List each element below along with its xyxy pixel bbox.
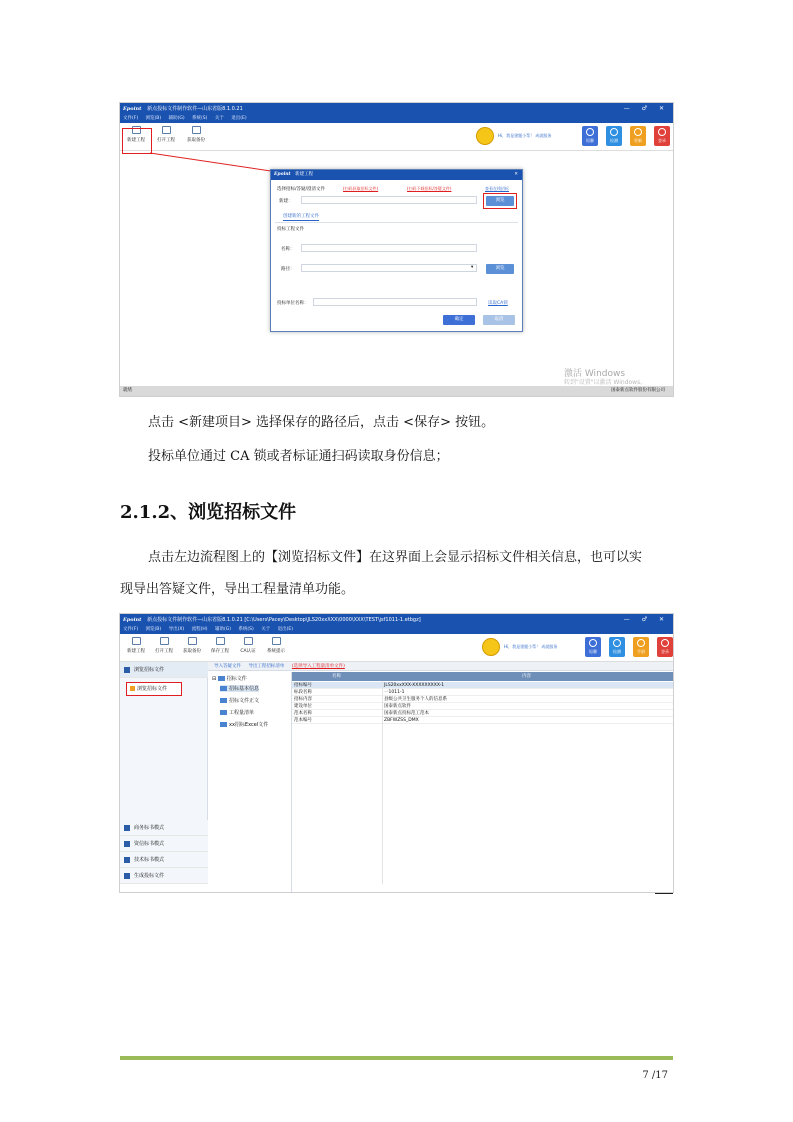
login-button[interactable]: 登录 <box>654 126 670 146</box>
chat-icon-2 <box>589 639 597 647</box>
check-button-2[interactable]: 检测 <box>609 637 625 657</box>
tree-item-excel[interactable]: xx招标Excel文件 <box>220 721 268 728</box>
menu-export-2[interactable]: 导出(X) <box>168 627 185 632</box>
manual-button[interactable]: 手册 <box>633 637 649 657</box>
chevron-down-icon[interactable]: ▾ <box>471 265 474 270</box>
folder-icon-2 <box>220 698 227 703</box>
menu-exit[interactable]: 退出(E) <box>231 116 247 121</box>
file-tree <box>208 672 292 893</box>
unit-name-field[interactable] <box>313 298 477 306</box>
table-row[interactable]: 招标内容 县级公共卫生服务个人的信息系 <box>292 696 673 703</box>
tree-root[interactable]: ⊟ 招标文件 <box>212 676 247 682</box>
project-name-field[interactable] <box>301 244 477 252</box>
dialog-divider <box>275 222 518 223</box>
toolbar-2 <box>120 634 673 662</box>
scan-download-link[interactable]: (扫码下载招标/答疑文件) <box>407 186 452 191</box>
menu-browse[interactable]: 浏览(B) <box>145 116 162 121</box>
unit-name-label: 投标单位名称： <box>277 301 309 306</box>
folder-icon-4 <box>220 722 227 727</box>
company-name: 国泰新点软件股份有限公司 <box>611 388 665 393</box>
table-row[interactable]: 范本编号 ZBFWZSS_DMX <box>292 717 673 724</box>
paragraph-browse-line2: 现导出答疑文件，导出工程量清单功能。 <box>120 582 355 597</box>
export-bill-button[interactable]: 导出工程招标清单 <box>248 664 285 669</box>
status-text: 就绪 <box>123 388 132 393</box>
open-project-button[interactable]: 打开工程 <box>153 126 179 143</box>
menu-about[interactable]: 关于 <box>214 116 224 121</box>
page-number: 7 /17 <box>642 1070 668 1081</box>
section-heading: 2.1.2、浏览招标文件 <box>120 502 297 523</box>
window-controls[interactable]: — ♂ ✕ <box>623 105 669 112</box>
menu-browse-2[interactable]: 浏览(B) <box>145 627 162 632</box>
get-backup-button-2[interactable]: 获取备份 <box>179 637 205 654</box>
read-ca-link[interactable]: 读取CA锁 <box>488 301 508 306</box>
paragraph-ca-lock: 投标单位通过 CA 锁或者标证通扫码读取身份信息； <box>148 449 449 464</box>
menu-about-2[interactable]: 关于 <box>261 627 271 632</box>
app-title: 新点投标文件制作软件—山东省版8.1.0.21 <box>147 106 243 112</box>
edit-icon-3 <box>124 857 130 863</box>
paragraph-save-path: 点击 <新建项目> 选择保存的路径后，点击 <保存> 按钮。 <box>148 415 495 430</box>
new-label: 新建： <box>279 199 293 204</box>
tree-item-basic-info[interactable]: 招标基本信息 <box>220 685 259 692</box>
view-online-tender-link[interactable]: 查看在线招标 <box>485 186 509 191</box>
shield-icon <box>244 637 253 645</box>
path-label: 路径： <box>281 267 295 272</box>
menu-flow-2[interactable]: 流程(H) <box>191 627 208 632</box>
flow-sidebar <box>120 662 208 884</box>
column-divider <box>382 681 383 884</box>
sidebar-item-credit[interactable]: 资信标书模式 <box>120 836 208 852</box>
import-bill-link[interactable]: (选择导入工程量清单文件) <box>291 664 345 669</box>
window-controls-2[interactable]: — ♂ ✕ <box>623 616 669 623</box>
new-project-button[interactable]: 新建工程 <box>123 126 149 143</box>
tree-item-bill[interactable]: 工程量清单 <box>220 709 254 716</box>
check-icon-2 <box>613 639 621 647</box>
activate-windows-watermark: 激活 Windows <box>564 369 626 379</box>
menu-help-2[interactable]: 辅助(G) <box>214 627 231 632</box>
ok-button[interactable]: 确定 <box>443 315 475 325</box>
check-button[interactable]: 检测 <box>606 126 622 146</box>
ca-auth-button[interactable]: CA认证 <box>235 637 261 654</box>
menu-system-2[interactable]: 系统(S) <box>238 627 254 632</box>
sidebar-header-browse[interactable]: 浏览招标文件 <box>120 662 208 678</box>
epoint-logo-2: Epoint <box>123 617 142 623</box>
table-row[interactable]: 建设单位 国泰新点软件 <box>292 703 673 710</box>
sidebar-item-generate[interactable]: 生成投标文件 <box>120 868 208 884</box>
dialog-title: 新建工程 <box>295 172 314 177</box>
epoint-logo: Epoint <box>123 106 142 112</box>
folder-icon-1 <box>220 686 227 691</box>
activate-windows-hint: 转到"设置"以激活 Windows。 <box>564 379 647 386</box>
name-label: 名称： <box>281 247 295 252</box>
action-bar <box>208 662 673 671</box>
footer-bar <box>120 1056 673 1060</box>
edit-icon <box>124 825 130 831</box>
end-rule <box>655 893 673 894</box>
screenshot-new-project <box>119 102 674 397</box>
chat-button-2[interactable]: 短聊 <box>585 637 601 657</box>
new-project-button-2[interactable]: 新建工程 <box>123 637 149 654</box>
save-icon <box>216 637 225 645</box>
section-title: 投标工程文件 <box>277 227 304 232</box>
document-icon <box>130 686 135 691</box>
backup-icon-2 <box>188 637 197 645</box>
menu-help[interactable]: 辅助(G) <box>168 116 185 121</box>
tender-file-field[interactable] <box>301 196 477 204</box>
sidebar-item-business[interactable]: 商务标书模式 <box>120 820 208 836</box>
menu-exit-2[interactable]: 退出(E) <box>277 627 294 632</box>
col-name: 名称 <box>332 674 341 679</box>
monitor-icon <box>272 637 281 645</box>
folder-icon <box>218 676 225 681</box>
paragraph-browse-line1: 点击左边流程图上的【浏览招标文件】在这界面上会显示招标文件相关信息，也可以实 <box>148 550 643 565</box>
dialog-close-icon[interactable]: ✕ <box>514 172 518 177</box>
status-bar <box>120 386 673 396</box>
folder-icon-3 <box>220 710 227 715</box>
tree-item-body[interactable]: 招标文件正文 <box>220 697 259 704</box>
mascot-text-2[interactable]: Hi，我是建题小帮！ 成就服务 <box>504 644 558 649</box>
scan-get-tender-link[interactable]: (扫码获取招标文件) <box>343 186 379 191</box>
app-title-2: 新点投标文件制作软件—山东省版8.1.0.21 [C:\Users\Pacey\Desktop\JLS20xxXXX\0000\XXX\TEST\jsf1011-1.etbgz] <box>147 617 421 623</box>
open-folder-icon-2 <box>160 637 169 645</box>
sidebar-item-technical[interactable]: 技术标书模式 <box>120 852 208 868</box>
mascot-text[interactable]: Hi，我是建题小帮！ 成就服务 <box>498 133 552 138</box>
choose-file-label: 选择招标/答疑/澄清文件 <box>277 187 326 192</box>
info-table <box>292 672 673 884</box>
import-qa-button[interactable]: 导入答疑文件 <box>214 664 241 669</box>
login-button-2[interactable]: 登录 <box>657 637 673 657</box>
manual-icon <box>637 639 645 647</box>
table-header <box>292 672 673 681</box>
menu-file[interactable]: 文件(F) <box>123 116 139 121</box>
menu-bar-2 <box>120 626 673 634</box>
system-tip-button[interactable]: 系统提示 <box>263 637 289 654</box>
app-title-bar-2 <box>120 614 673 626</box>
screenshot-browse-tender <box>119 613 674 893</box>
sidebar-item-browse-tender[interactable]: 浏览招标文件 <box>126 682 182 696</box>
mascot-icon-2 <box>482 638 500 656</box>
user-icon-2 <box>661 639 669 647</box>
generate-icon <box>124 873 130 879</box>
edit-icon-2 <box>124 841 130 847</box>
table-row[interactable]: 标段名称 一1011-1 <box>292 689 673 696</box>
cancel-button[interactable]: 取消 <box>483 315 515 325</box>
menu-file-2[interactable]: 文件(F) <box>123 627 139 632</box>
menu-system[interactable]: 系统(S) <box>192 116 208 121</box>
save-project-button[interactable]: 保存工程 <box>207 637 233 654</box>
dialog-logo: Epoint <box>274 172 291 177</box>
table-row[interactable]: 范本名称 国泰新点投标范工范本 <box>292 710 673 717</box>
new-project-dialog <box>270 169 523 332</box>
new-project-icon-2 <box>132 637 141 645</box>
browse-tender-button[interactable]: 浏览 <box>486 196 514 206</box>
browse-highlight <box>483 193 517 209</box>
tab-create-project[interactable]: 创建新的工程文件 <box>283 214 319 219</box>
path-select[interactable] <box>301 264 477 272</box>
sidebar-browse-icon <box>124 667 130 673</box>
open-project-button-2[interactable]: 打开工程 <box>151 637 177 654</box>
get-backup-button[interactable]: 获取备份 <box>183 126 209 143</box>
col-content: 内容 <box>522 674 531 679</box>
update-button[interactable]: 更新 <box>630 126 646 146</box>
dialog-title-bar <box>271 170 522 180</box>
browse-path-button[interactable]: 浏览 <box>486 264 514 274</box>
chat-button[interactable]: 短聊 <box>582 126 598 146</box>
table-row[interactable]: 招标编号 JLS20xxXXX-XXXXXXXXX-1 <box>292 682 673 689</box>
